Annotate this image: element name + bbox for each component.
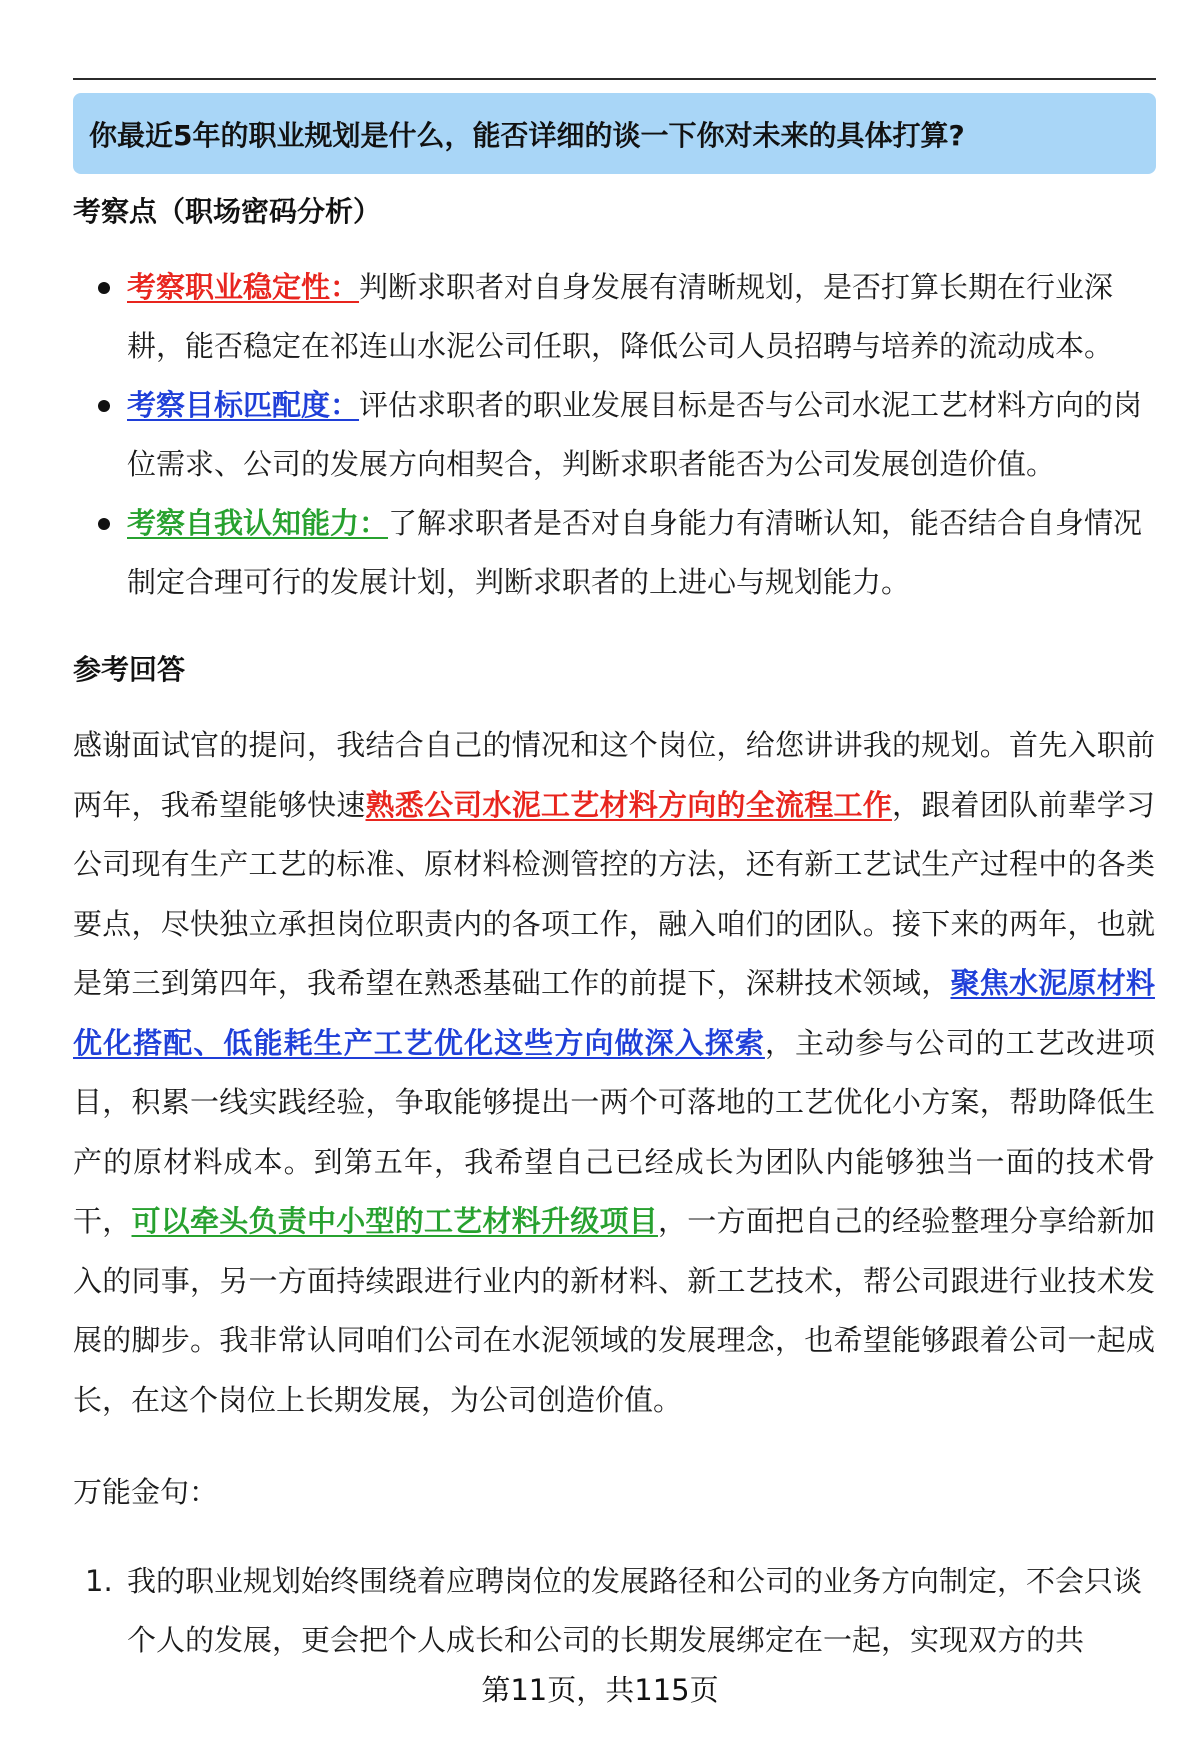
point-label: 考察职业稳定性： (127, 270, 360, 304)
point-text: 评估求职者的职业发展目标是否与公司水泥工艺材料方向的岗位需求、公司的发展方向相契合，判断求职者能否为公司发展创造价值。 (127, 388, 1143, 481)
list-number: 1. (85, 1564, 113, 1598)
answer-text: 感谢面试官的提问，我结合自己的情况和这个岗位，给您讲讲我的规划。首先入职前两年，我希望能够快速 (73, 728, 1155, 822)
bullet-dot-icon (98, 518, 110, 530)
top-divider (73, 78, 1156, 80)
golden-sentence-list (73, 1552, 1155, 1670)
point-label: 考察目标匹配度： (127, 388, 360, 422)
question-banner (73, 93, 1156, 174)
point-text: 判断求职者对自身发展有清晰规划，是否打算长期在行业深耕，能否稳定在祁连山水泥公司任职，降低公司人员招聘与培养的流动成本。 (127, 270, 1114, 363)
list-item (73, 376, 1153, 494)
list-item (73, 494, 1153, 612)
answer-highlight-green: 可以牵头负责中小型的工艺材料升级项目 (131, 1204, 658, 1238)
golden-sentence-label: 万能金句： (73, 1475, 219, 1509)
list-item (73, 258, 1153, 376)
bullet-dot-icon (98, 400, 110, 412)
page-footer: 第11页，共115页 (481, 1673, 719, 1707)
points-heading: 考察点（职场密码分析） (73, 195, 382, 228)
answer-highlight-red: 熟悉公司水泥工艺材料方向的全流程工作 (365, 787, 892, 822)
golden-sentence-text: 我的职业规划始终围绕着应聘岗位的发展路径和公司的业务方向制定，不会只谈个人的发展，更会把个人成长和公司的长期发展绑定在一起，实现双方的共 (127, 1564, 1143, 1657)
point-text: 了解求职者是否对自身能力有清晰认知，能否结合自身情况制定合理可行的发展计划，判断求职者的上进心与规划能力。 (127, 506, 1143, 599)
answer-paragraph (73, 716, 1155, 1430)
question-text: 你最近5年的职业规划是什么，能否详细的谈一下你对未来的具体打算? (89, 118, 965, 152)
answer-heading: 参考回答 (73, 653, 186, 686)
answer-text: ，跟着团队前辈学习公司现有生产工艺的标准、原材料检测管控的方法，还有新工艺试生产过程中的各类要点，尽快独立承担岗位职责内的各项工作，融入咱们的团队。接下来的两年，也就是第三到第四年，我希望在熟悉基础工作的前提下，深耕技术领域， (73, 787, 1155, 1000)
answer-text: ，主动参与公司的工艺改进项目，积累一线实践经验，争取能够提出一两个可落地的工艺优化小方案，帮助降低生产的原材料成本。到第五年，我希望自己已经成长为团队内能够独当一面的技术骨干， (73, 1025, 1155, 1238)
point-label: 考察自我认知能力： (127, 506, 389, 540)
answer-text: ，一方面把自己的经验整理分享给新加入的同事，另一方面持续跟进行业内的新材料、新工艺技术，帮公司跟进行业技术发展的脚步。我非常认同咱们公司在水泥领域的发展理念，也希望能够跟着公司一起成长，在这个岗位上长期发展，为公司创造价值。 (73, 1204, 1155, 1417)
answer-highlight-blue: 聚焦水泥原材料优化搭配、低能耗生产工艺优化这些方向做深入探索 (73, 966, 1155, 1060)
bullet-dot-icon (98, 282, 110, 294)
list-item (73, 1552, 1155, 1670)
points-list (73, 258, 1153, 612)
